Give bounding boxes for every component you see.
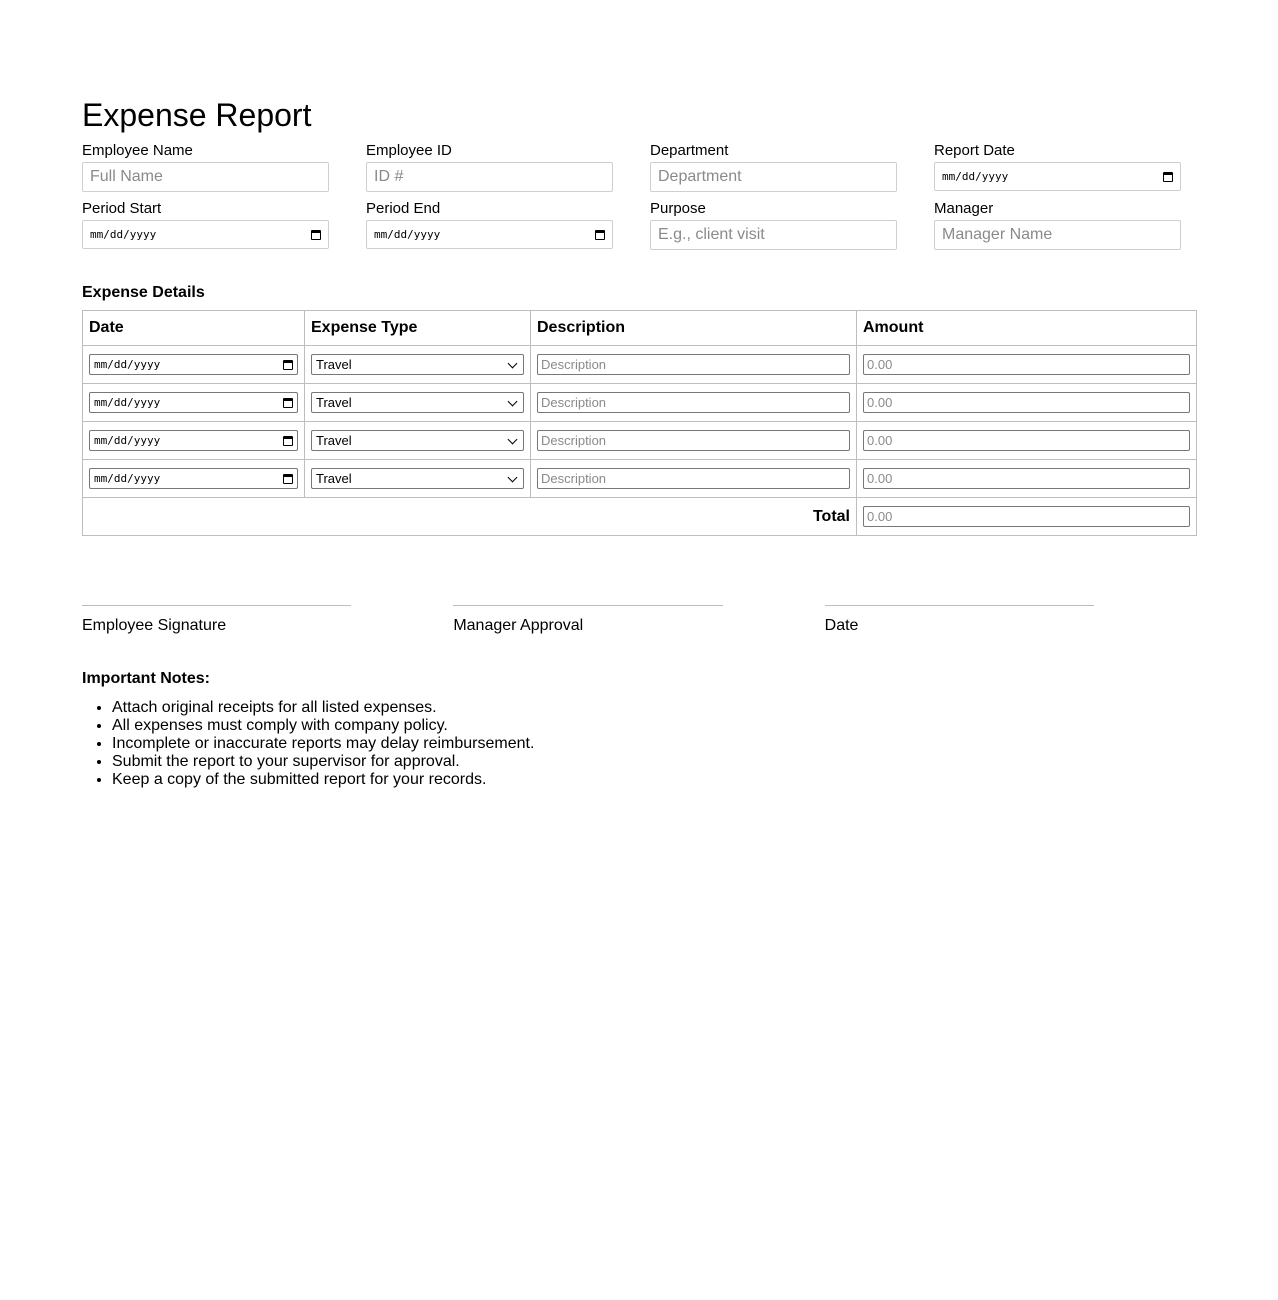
expense-table <box>82 310 1197 536</box>
expense-type-value: Travel <box>316 471 352 486</box>
department-input[interactable] <box>650 162 897 192</box>
total-row <box>83 498 1197 536</box>
description-input[interactable] <box>537 468 850 489</box>
expense-type-select[interactable] <box>311 468 524 489</box>
list-item: • Keep a copy of the submitted report for your records. <box>112 771 1196 789</box>
column-header-description: Description <box>531 311 857 346</box>
table-row <box>83 384 1197 422</box>
employee-name-label: Employee Name <box>82 142 193 159</box>
row-date-value: mm/dd/yyyy <box>94 396 161 409</box>
row-date-value: mm/dd/yyyy <box>94 434 161 447</box>
report-date-value: mm/dd/yyyy <box>942 170 1009 183</box>
total-cell <box>857 498 1197 536</box>
amount-input[interactable] <box>863 392 1190 413</box>
expense-type-select[interactable] <box>311 392 524 413</box>
table-row <box>83 460 1197 498</box>
amount-cell <box>857 460 1197 498</box>
calendar-icon[interactable] <box>283 360 293 370</box>
type-cell <box>305 384 531 422</box>
manager-input[interactable] <box>934 220 1181 250</box>
employee-name-field <box>82 142 329 200</box>
signature-date-label: Date <box>824 617 859 634</box>
description-input[interactable] <box>537 430 850 451</box>
row-date-value: mm/dd/yyyy <box>94 472 161 485</box>
row-date-input[interactable] <box>89 392 298 413</box>
signature-date-block <box>825 605 1094 635</box>
amount-input[interactable] <box>863 354 1190 375</box>
expense-type-value: Travel <box>316 395 352 410</box>
period-end-input[interactable] <box>366 220 613 249</box>
purpose-field <box>650 200 897 258</box>
employee-id-field <box>366 142 613 200</box>
report-date-input[interactable] <box>934 162 1181 191</box>
calendar-icon[interactable] <box>283 398 293 408</box>
calendar-icon[interactable] <box>595 230 605 240</box>
total-label: Total <box>83 498 857 536</box>
date-cell <box>83 384 305 422</box>
amount-input[interactable] <box>863 430 1190 451</box>
purpose-input[interactable] <box>650 220 897 250</box>
type-cell <box>305 422 531 460</box>
column-header-date: Date <box>83 311 305 346</box>
notes-list <box>82 699 1196 789</box>
calendar-icon[interactable] <box>283 474 293 484</box>
manager-label: Manager <box>934 200 994 217</box>
manager-approval-label: Manager Approval <box>453 617 584 634</box>
header-fields <box>82 142 1196 258</box>
calendar-icon[interactable] <box>1163 172 1173 182</box>
period-start-value: mm/dd/yyyy <box>90 228 157 241</box>
expense-details-heading: Expense Details <box>82 284 205 301</box>
calendar-icon[interactable] <box>311 230 321 240</box>
purpose-label: Purpose <box>650 200 706 217</box>
amount-cell <box>857 346 1197 384</box>
employee-signature-block <box>82 605 351 635</box>
period-start-field <box>82 200 329 258</box>
chevron-down-icon <box>508 396 518 406</box>
notes-heading: Important Notes: <box>82 670 210 687</box>
row-date-input[interactable] <box>89 468 298 489</box>
description-input[interactable] <box>537 392 850 413</box>
date-cell <box>83 460 305 498</box>
date-cell <box>83 346 305 384</box>
expense-type-value: Travel <box>316 433 352 448</box>
row-date-input[interactable] <box>89 430 298 451</box>
chevron-down-icon <box>508 358 518 368</box>
report-date-label: Report Date <box>934 142 1015 159</box>
column-header-expense-type: Expense Type <box>305 311 531 346</box>
table-header-row <box>83 311 1197 346</box>
period-end-value: mm/dd/yyyy <box>374 228 441 241</box>
manager-approval-block <box>453 605 722 635</box>
period-start-label: Period Start <box>82 200 162 217</box>
description-cell <box>531 460 857 498</box>
table-row <box>83 422 1197 460</box>
signature-line <box>825 605 1094 617</box>
manager-field <box>934 200 1181 258</box>
calendar-icon[interactable] <box>283 436 293 446</box>
description-cell <box>531 346 857 384</box>
employee-name-input[interactable] <box>82 162 329 192</box>
period-start-input[interactable] <box>82 220 329 249</box>
chevron-down-icon <box>508 472 518 482</box>
employee-signature-label: Employee Signature <box>82 617 227 634</box>
column-header-amount: Amount <box>857 311 1197 346</box>
description-cell <box>531 422 857 460</box>
report-date-field <box>934 142 1181 200</box>
expense-type-select[interactable] <box>311 354 524 375</box>
row-date-input[interactable] <box>89 354 298 375</box>
description-cell <box>531 384 857 422</box>
period-end-field <box>366 200 613 258</box>
signature-line <box>82 605 351 617</box>
table-row <box>83 346 1197 384</box>
list-item: • Incomplete or inaccurate reports may delay reimbursement. <box>112 735 1196 753</box>
list-item: • Attach original receipts for all listed expenses. <box>112 699 1196 717</box>
department-label: Department <box>650 142 729 159</box>
expense-report-form <box>82 96 1196 789</box>
employee-id-label: Employee ID <box>366 142 452 159</box>
list-item: • All expenses must comply with company policy. <box>112 717 1196 735</box>
amount-input[interactable] <box>863 468 1190 489</box>
expense-type-value: Travel <box>316 357 352 372</box>
amount-cell <box>857 384 1197 422</box>
amount-cell <box>857 422 1197 460</box>
signature-line <box>453 605 722 617</box>
chevron-down-icon <box>508 434 518 444</box>
type-cell <box>305 346 531 384</box>
signature-section <box>82 605 1196 635</box>
employee-id-input[interactable] <box>366 162 613 192</box>
list-item: • Submit the report to your supervisor for approval. <box>112 753 1196 771</box>
department-field <box>650 142 897 200</box>
page-title: Expense Report <box>82 97 312 133</box>
date-cell <box>83 422 305 460</box>
type-cell <box>305 460 531 498</box>
total-amount-input[interactable] <box>863 506 1190 527</box>
period-end-label: Period End <box>366 200 441 217</box>
row-date-value: mm/dd/yyyy <box>94 358 161 371</box>
description-input[interactable] <box>537 354 850 375</box>
expense-type-select[interactable] <box>311 430 524 451</box>
